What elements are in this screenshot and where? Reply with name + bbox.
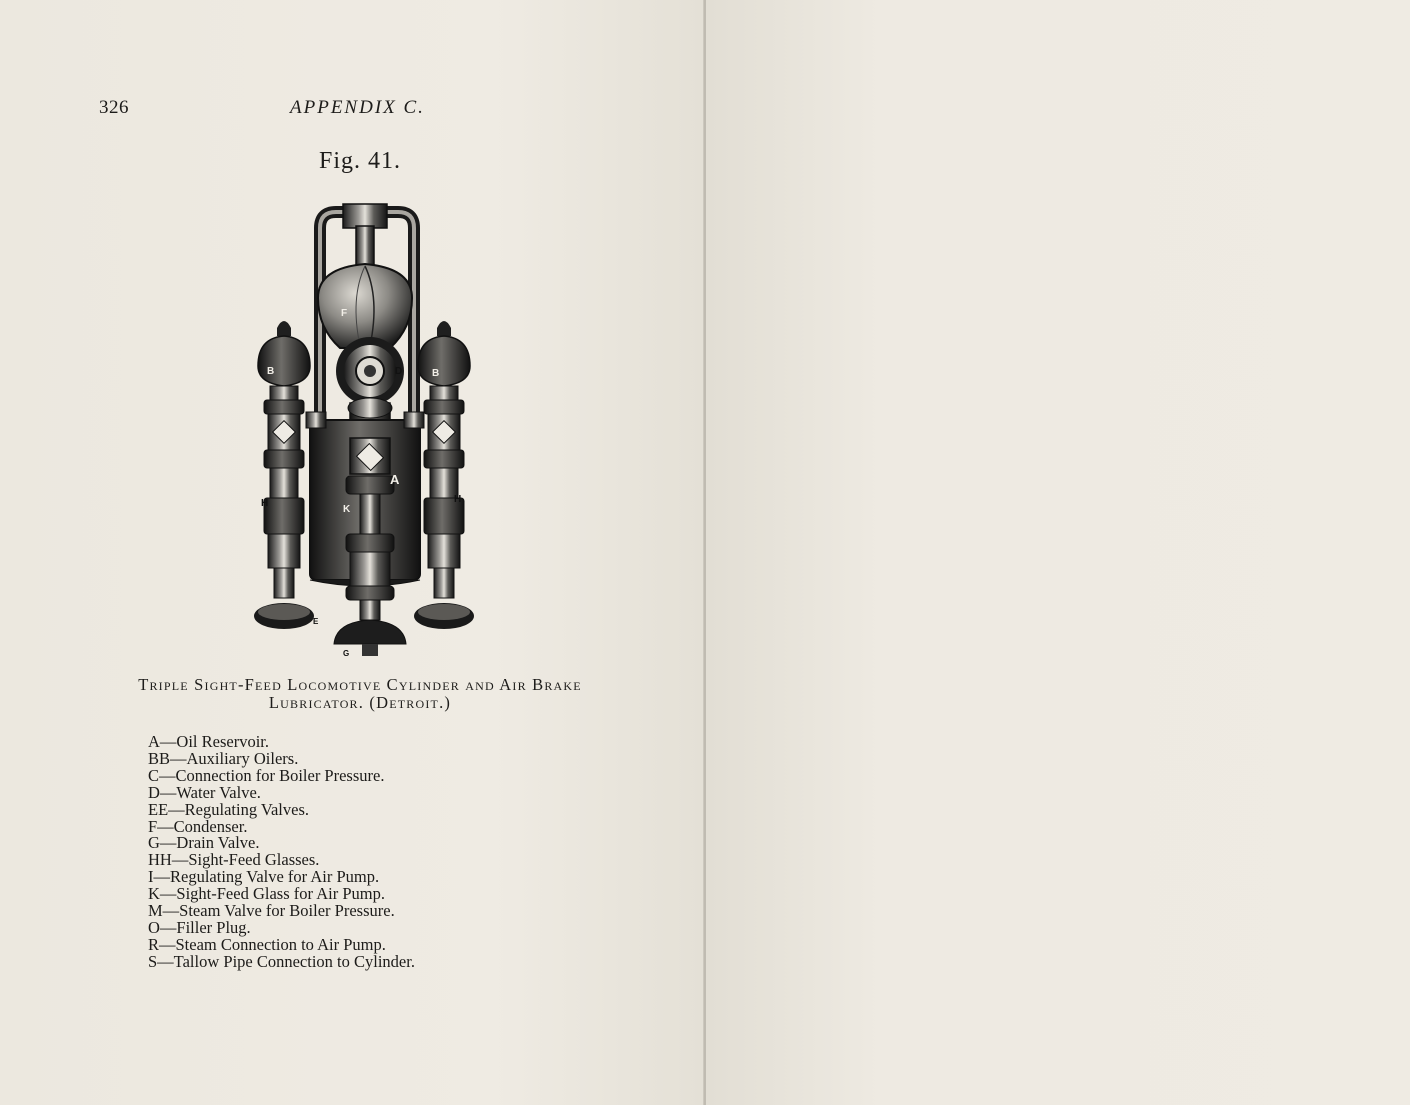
legend-item: D—Water Valve.: [148, 782, 261, 802]
running-head: APPENDIX C.: [290, 97, 425, 118]
legend-item: F—Condenser.: [148, 816, 248, 836]
figure-caption: [60, 676, 660, 712]
legend-item: I—Regulating Valve for Air Pump.: [148, 867, 380, 887]
label-d: D: [395, 366, 403, 377]
figure-label: Fig. 41.: [318, 148, 401, 174]
lubricator-illustration: [240, 198, 490, 660]
caption-line-1: Triple Sight-Feed Locomotive Cylinder and Air Brake: [138, 675, 582, 694]
label-g: G: [343, 649, 350, 658]
label-e: E: [313, 617, 319, 626]
label-k: K: [343, 504, 351, 515]
legend-item: O—Filler Plug.: [148, 917, 251, 937]
legend-item: HH—Sight-Feed Glasses.: [148, 850, 320, 870]
label-a: A: [390, 472, 400, 487]
caption-line-2: Lubricator. (Detroit.): [268, 693, 452, 712]
page-number: 326: [99, 97, 129, 118]
legend-item: K—Sight-Feed Glass for Air Pump.: [148, 884, 385, 904]
legend-item: EE—Regulating Valves.: [148, 799, 310, 819]
left-auxiliary-oiler: [254, 321, 314, 629]
legend-item: BB—Auxiliary Oilers.: [148, 748, 299, 768]
label-b-left: B: [267, 366, 275, 377]
label-h-right: H: [454, 494, 462, 505]
legend-item: S—Tallow Pipe Connection to Cylinder.: [148, 951, 415, 971]
label-b-right: B: [432, 368, 440, 379]
right-page-blank: [706, 0, 1410, 1105]
right-auxiliary-oiler: [414, 321, 474, 629]
label-h-left: H: [261, 498, 269, 509]
condenser-bulb: [318, 264, 412, 348]
water-valve-disc: [336, 337, 404, 405]
legend-item: A—Oil Reservoir.: [148, 732, 269, 751]
label-f: F: [341, 308, 348, 319]
legend-item: G—Drain Valve.: [148, 833, 260, 853]
legend-item: M—Steam Valve for Boiler Pressure.: [148, 901, 395, 921]
legend-item: R—Steam Connection to Air Pump.: [148, 934, 386, 954]
legend-item: C—Connection for Boiler Pressure.: [148, 765, 385, 785]
parts-legend: [148, 734, 415, 971]
